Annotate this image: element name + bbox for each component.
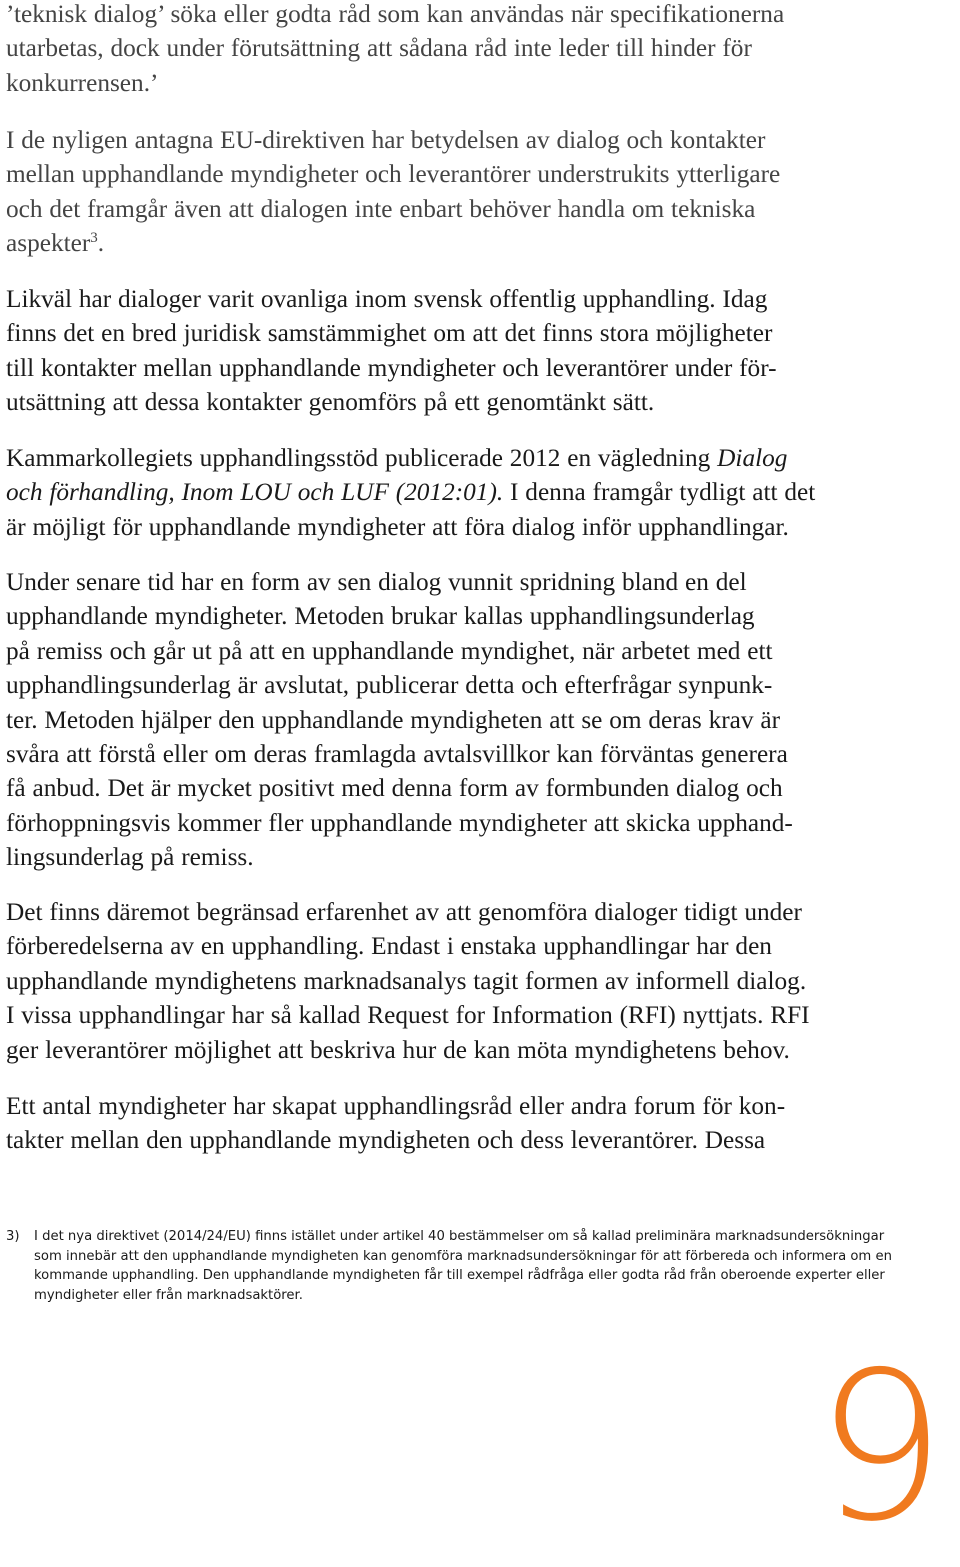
text-line: förberedelserna av en upphandling. Endast i enstaka upphandlingar har den bbox=[6, 932, 772, 961]
text-line: få anbud. Det är mycket positivt med denna form av formbunden dialog och bbox=[6, 774, 783, 803]
text-line: Likväl har dialoger varit ovanliga inom svensk offentlig upphandling. Idag bbox=[6, 285, 768, 313]
text-fragment: I denna framgår tydligt att det bbox=[503, 478, 816, 507]
publication-title: Dialog bbox=[717, 444, 788, 472]
text-line: är möjligt för upphandlande myndigheter att föra dialog inför upphandlingar. bbox=[6, 512, 789, 541]
text-fragment: . bbox=[97, 229, 105, 258]
text-line: I de nyligen antagna EU-direktiven har betydelsen av dialog och kontakter bbox=[6, 126, 766, 154]
text-line: upphandlingsunderlag är avslutat, publicerar detta och efterfrågar synpunk- bbox=[6, 671, 773, 700]
text-line: ger leverantörer möjlighet att beskriva hur de kan möta myndighetens behov. bbox=[6, 1035, 790, 1064]
paragraph-kammarkollegiet bbox=[6, 441, 815, 544]
text-line: förhoppningsvis kommer fler upphandlande myndigheter att skicka upphand- bbox=[6, 808, 793, 837]
text-line bbox=[6, 226, 780, 260]
publication-title: och förhandling, Inom LOU och LUF (2012:01). bbox=[6, 478, 504, 507]
text-line: svåra att förstå eller om deras framlagda avtalsvillkor kan förväntas generera bbox=[6, 740, 788, 769]
text-line: och det framgår även att dialogen inte enbart behöver handla om tekniska bbox=[6, 194, 756, 223]
paragraph-quote-end bbox=[6, 0, 784, 100]
text-line: Under senare tid har en form av sen dialog vunnit spridning bland en del bbox=[6, 568, 747, 596]
footnote-reference[interactable]: 3 bbox=[90, 230, 98, 247]
text-line: konkurrensen.’ bbox=[6, 68, 159, 97]
text-line: till kontakter mellan upphandlande myndigheter och leverantörer under för- bbox=[6, 353, 777, 382]
paragraph-late-dialogue bbox=[6, 565, 793, 875]
text-fragment: aspekter bbox=[6, 229, 91, 258]
text-line: lingsunderlag på remiss. bbox=[6, 843, 254, 872]
paragraph-early-dialogue bbox=[6, 895, 810, 1067]
text-line: på remiss och går ut på att en upphandlande myndighet, när arbetet med ett bbox=[6, 636, 773, 665]
paragraph-eu-directives bbox=[6, 123, 780, 261]
text-line: Det finns däremot begränsad erfarenhet av att genomföra dialoger tidigt under bbox=[6, 898, 802, 926]
text-line bbox=[6, 441, 815, 475]
footnote-line: I det nya direktivet (2014/24/EU) finns istället under artikel 40 bestämmelser om så kallad preliminära marknadsundersökningar bbox=[34, 1229, 885, 1244]
footnote-line: myndigheter eller från marknadsaktörer. bbox=[34, 1287, 303, 1303]
text-line bbox=[6, 475, 815, 509]
text-line: finns det en bred juridisk samstämmighet om att det finns stora möjligheter bbox=[6, 319, 773, 348]
text-line: Ett antal myndigheter har skapat upphandlingsråd eller andra forum för kon- bbox=[6, 1092, 786, 1120]
text-line: utsättning att dessa kontakter genomförs på ett genomtänkt sätt. bbox=[6, 388, 655, 417]
text-line: mellan upphandlande myndigheter och leverantörer understrukits ytterligare bbox=[6, 160, 781, 189]
paragraph-forums bbox=[6, 1089, 785, 1158]
text-line: upphandlande myndighetens marknadsanalys tagit formen av informell dialog. bbox=[6, 966, 807, 995]
footnote-text bbox=[34, 1227, 892, 1305]
page-number: 9 bbox=[815, 1329, 946, 1567]
footnote-line: som innebär att den upphandlande myndigheten kan genomföra marknadsundersökningar för att förbereda och informera om en bbox=[34, 1248, 892, 1264]
footnote-marker: 3) bbox=[6, 1229, 20, 1244]
footnote-line: kommande upphandling. Den upphandlande myndigheten får till exempel rådfråga eller godta råd från oberoende experter eller bbox=[34, 1268, 885, 1283]
text-line: takter mellan den upphandlande myndigheten och dess leverantörer. Dessa bbox=[6, 1126, 766, 1155]
text-line: ’teknisk dialog’ söka eller godta råd som kan användas när specifikationerna bbox=[6, 0, 785, 28]
paragraph-dialogues-uncommon bbox=[6, 282, 777, 420]
text-line: utarbetas, dock under förutsättning att sådana råd inte leder till hinder för bbox=[6, 34, 752, 63]
text-line: I vissa upphandlingar har så kallad Request for Information (RFI) nyttjats. RFI bbox=[6, 1001, 810, 1030]
text-line: upphandlande myndigheter. Metoden brukar kallas upphandlingsunderlag bbox=[6, 602, 755, 631]
text-fragment: Kammarkollegiets upphandlingsstöd publicerade 2012 en vägledning bbox=[6, 444, 718, 472]
text-line: ter. Metoden hjälper den upphandlande myndigheten att se om deras krav är bbox=[6, 705, 780, 734]
